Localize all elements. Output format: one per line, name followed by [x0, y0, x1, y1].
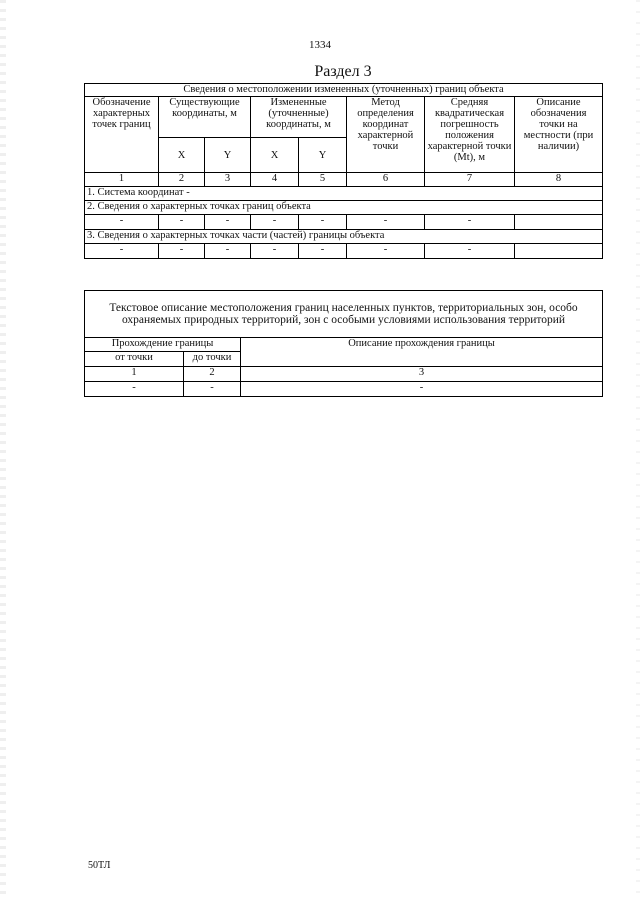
column-number: 3 — [205, 173, 251, 187]
table-cell: - — [85, 244, 159, 259]
header-boundary-passage: Прохождение границы — [85, 338, 241, 352]
boundary-points-heading: 2. Сведения о характерных точках границ объекта — [85, 201, 603, 215]
table-cell: - — [251, 244, 299, 259]
table-cell: - — [425, 244, 515, 259]
header-passage-description: Описание прохождения границы — [241, 338, 603, 367]
table1-caption: Сведения о местоположении измененных (уточненных) границ объекта — [85, 84, 603, 97]
header-existing-coords: Существующие координаты, м — [159, 97, 251, 138]
table-cell: - — [205, 244, 251, 259]
footer-code: 50ТЛ — [88, 860, 111, 871]
header-description: Описание обозначения точки на местности (при наличии) — [515, 97, 603, 173]
table-cell: - — [347, 244, 425, 259]
header-point-designation: Обозначение характерных точек границ — [85, 97, 159, 173]
scan-edge-left — [0, 0, 6, 899]
part-boundary-points-heading: 3. Сведения о характерных точках части (частей) границы объекта — [85, 230, 603, 244]
table-cell: - — [425, 215, 515, 230]
header-to-point: до точки — [184, 352, 241, 367]
table-cell: - — [85, 215, 159, 230]
table-cell: - — [85, 382, 184, 397]
scan-edge-right — [636, 0, 640, 899]
column-number: 1 — [85, 367, 184, 382]
header-changed-coords: Измененные (уточненные) координаты, м — [251, 97, 347, 138]
header-y-changed: Y — [299, 138, 347, 173]
table-cell: - — [299, 215, 347, 230]
column-number: 1 — [85, 173, 159, 187]
column-number: 7 — [425, 173, 515, 187]
column-number: 5 — [299, 173, 347, 187]
column-number: 2 — [184, 367, 241, 382]
table-cell — [515, 244, 603, 259]
column-number: 2 — [159, 173, 205, 187]
table-cell: - — [299, 244, 347, 259]
table-cell: - — [347, 215, 425, 230]
header-x-changed: X — [251, 138, 299, 173]
table-cell: - — [159, 215, 205, 230]
table-row — [85, 215, 603, 230]
table-cell — [515, 215, 603, 230]
table-cell: - — [251, 215, 299, 230]
boundary-coordinates-table — [84, 83, 603, 259]
table-cell: - — [159, 244, 205, 259]
table2-caption: Текстовое описание местоположения границ населенных пунктов, территориальных зон, особо охраняемых природных территорий, зон с особыми условиями использования территорий — [85, 291, 603, 338]
boundary-text-description-table — [84, 290, 603, 397]
column-number: 4 — [251, 173, 299, 187]
table-row — [85, 382, 603, 397]
table-cell: - — [241, 382, 603, 397]
column-numbers-row — [85, 173, 603, 187]
header-from-point: от точки — [85, 352, 184, 367]
table-cell: - — [184, 382, 241, 397]
table-row — [85, 244, 603, 259]
header-mean-error: Средняя квадратическая погрешность положения характерной точки (Mt), м — [425, 97, 515, 173]
header-y-existing: Y — [205, 138, 251, 173]
column-number: 8 — [515, 173, 603, 187]
table-cell: - — [205, 215, 251, 230]
coordinate-system-row: 1. Система координат - — [85, 187, 603, 201]
header-method: Метод определения координат характерной точки — [347, 97, 425, 173]
column-numbers-row — [85, 367, 603, 382]
page-number: 1334 — [309, 39, 331, 51]
column-number: 3 — [241, 367, 603, 382]
section-title: Раздел 3 — [314, 63, 372, 80]
header-x-existing: X — [159, 138, 205, 173]
column-number: 6 — [347, 173, 425, 187]
